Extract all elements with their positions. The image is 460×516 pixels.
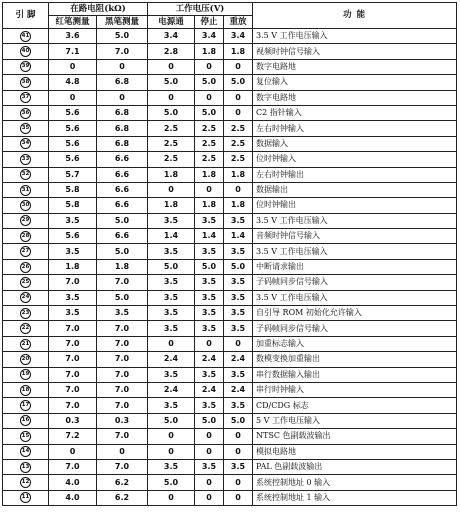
table-row [3, 182, 457, 197]
table-row [3, 90, 457, 105]
pin-number-badge: 37 [20, 92, 31, 103]
cell-play: 1.8 [224, 44, 253, 59]
cell-red-probe: 5.6 [49, 105, 97, 120]
cell-power-on: 5.0 [148, 413, 195, 428]
cell-function: 位时钟输入 [253, 152, 457, 167]
pin-number-badge: 40 [20, 46, 31, 57]
cell-pin [3, 321, 49, 336]
cell-stop: 5.0 [195, 413, 224, 428]
cell-stop: 1.8 [195, 167, 224, 182]
cell-power-on: 3.5 [148, 306, 195, 321]
cell-power-on: 2.5 [148, 152, 195, 167]
cell-stop: 0 [195, 59, 224, 74]
pin-number-badge: 30 [20, 200, 31, 211]
header-black-probe: 黑笔测量 [97, 16, 148, 29]
cell-play: 3.5 [224, 306, 253, 321]
cell-stop: 2.4 [195, 382, 224, 397]
pin-number-badge: 36 [20, 108, 31, 119]
cell-pin [3, 475, 49, 490]
cell-stop: 0 [195, 336, 224, 351]
cell-red-probe: 0.3 [49, 413, 97, 428]
cell-stop: 3.5 [195, 244, 224, 259]
cell-function: 左右时钟输出 [253, 167, 457, 182]
cell-stop: 0 [195, 444, 224, 459]
cell-power-on: 1.4 [148, 229, 195, 244]
cell-black-probe: 7.0 [97, 459, 148, 474]
table-row [3, 413, 457, 428]
cell-pin [3, 490, 49, 505]
cell-red-probe: 3.5 [49, 306, 97, 321]
cell-black-probe: 7.0 [97, 352, 148, 367]
cell-pin [3, 182, 49, 197]
cell-stop: 5.0 [195, 105, 224, 120]
header-stop: 停止 [195, 16, 224, 29]
cell-black-probe: 5.0 [97, 213, 148, 228]
header-pin: 引 脚 [3, 3, 49, 29]
cell-function: PAL 色副载波输出 [253, 459, 457, 474]
header-power-on: 电源通 [148, 16, 195, 29]
table-row [3, 306, 457, 321]
cell-stop: 0 [195, 182, 224, 197]
pin-number-badge: 19 [20, 369, 31, 380]
cell-stop: 5.0 [195, 259, 224, 274]
cell-stop: 3.5 [195, 367, 224, 382]
cell-red-probe: 3.6 [49, 29, 97, 44]
cell-play: 3.5 [224, 244, 253, 259]
cell-function: 数据输出 [253, 182, 457, 197]
cell-function: 3.5 V 工作电压输入 [253, 244, 457, 259]
table-row [3, 167, 457, 182]
cell-black-probe: 7.0 [97, 367, 148, 382]
header-voltage-group: 工作电压(V) [148, 3, 253, 16]
pin-number-badge: 28 [20, 231, 31, 242]
cell-red-probe: 0 [49, 444, 97, 459]
cell-function: 数据输入 [253, 136, 457, 151]
cell-function: 中断请求输出 [253, 259, 457, 274]
table-row [3, 321, 457, 336]
cell-black-probe: 6.6 [97, 152, 148, 167]
cell-function: 视频时钟信号输入 [253, 44, 457, 59]
cell-function: 5 V 工作电压输入 [253, 413, 457, 428]
cell-power-on: 2.5 [148, 136, 195, 151]
cell-stop: 3.5 [195, 213, 224, 228]
cell-power-on: 0 [148, 336, 195, 351]
pin-number-badge: 23 [20, 308, 31, 319]
cell-power-on: 1.8 [148, 198, 195, 213]
pin-number-badge: 29 [20, 215, 31, 226]
cell-red-probe: 7.0 [49, 367, 97, 382]
cell-stop: 3.5 [195, 321, 224, 336]
cell-red-probe: 7.1 [49, 44, 97, 59]
cell-black-probe: 6.2 [97, 475, 148, 490]
cell-play: 2.5 [224, 121, 253, 136]
cell-function: 3.5 V 工作电压输入 [253, 29, 457, 44]
cell-black-probe: 7.0 [97, 321, 148, 336]
cell-stop: 2.4 [195, 352, 224, 367]
cell-red-probe: 4.0 [49, 490, 97, 505]
table-row [3, 459, 457, 474]
pin-number-badge: 25 [20, 277, 31, 288]
cell-red-probe: 7.0 [49, 382, 97, 397]
cell-pin [3, 75, 49, 90]
pin-number-badge: 22 [20, 323, 31, 334]
table-row [3, 259, 457, 274]
cell-play: 3.5 [224, 275, 253, 290]
pin-number-badge: 18 [20, 385, 31, 396]
pin-number-badge: 20 [20, 354, 31, 365]
cell-function: 子码帧同步信号输入 [253, 321, 457, 336]
cell-black-probe: 7.0 [97, 429, 148, 444]
cell-play: 0 [224, 490, 253, 505]
cell-power-on: 3.5 [148, 398, 195, 413]
cell-pin [3, 459, 49, 474]
cell-pin [3, 290, 49, 305]
cell-red-probe: 7.0 [49, 459, 97, 474]
cell-power-on: 5.0 [148, 259, 195, 274]
cell-pin [3, 213, 49, 228]
pin-number-badge: 12 [20, 477, 31, 488]
cell-red-probe: 7.0 [49, 336, 97, 351]
cell-function: 子码帧同步信号输入 [253, 275, 457, 290]
cell-black-probe: 6.8 [97, 121, 148, 136]
cell-play: 3.4 [224, 29, 253, 44]
cell-pin [3, 306, 49, 321]
cell-play: 3.5 [224, 367, 253, 382]
cell-function: 复位输入 [253, 75, 457, 90]
table-row [3, 352, 457, 367]
cell-stop: 0 [195, 490, 224, 505]
pin-voltage-table [2, 2, 457, 506]
cell-black-probe: 7.0 [97, 336, 148, 351]
cell-black-probe: 0 [97, 59, 148, 74]
pin-number-badge: 27 [20, 246, 31, 257]
cell-play: 2.5 [224, 152, 253, 167]
cell-power-on: 3.5 [148, 290, 195, 305]
cell-stop: 3.5 [195, 398, 224, 413]
cell-stop: 0 [195, 429, 224, 444]
cell-play: 3.5 [224, 290, 253, 305]
table-row [3, 382, 457, 397]
cell-function: CD/CDG 标志 [253, 398, 457, 413]
cell-power-on: 2.4 [148, 382, 195, 397]
header-resistance-group: 在路电阻(kΩ) [49, 3, 148, 16]
cell-black-probe: 0.3 [97, 413, 148, 428]
cell-stop: 1.4 [195, 229, 224, 244]
cell-play: 5.0 [224, 75, 253, 90]
cell-power-on: 0 [148, 90, 195, 105]
cell-function: 数字电路地 [253, 59, 457, 74]
cell-pin [3, 121, 49, 136]
table-row [3, 75, 457, 90]
cell-pin [3, 244, 49, 259]
cell-black-probe: 5.0 [97, 29, 148, 44]
cell-play: 0 [224, 182, 253, 197]
table-row [3, 213, 457, 228]
cell-black-probe: 6.8 [97, 136, 148, 151]
cell-power-on: 5.0 [148, 105, 195, 120]
cell-function: 系统控制地址 1 输入 [253, 490, 457, 505]
pin-number-badge: 31 [20, 185, 31, 196]
cell-stop: 3.4 [195, 29, 224, 44]
cell-function: 模拟电路地 [253, 444, 457, 459]
cell-red-probe: 5.8 [49, 198, 97, 213]
pin-number-badge: 32 [20, 169, 31, 180]
cell-function: 串行时钟输入 [253, 382, 457, 397]
pin-number-badge: 11 [20, 492, 31, 503]
cell-red-probe: 5.6 [49, 136, 97, 151]
pin-number-badge: 39 [20, 61, 31, 72]
cell-pin [3, 275, 49, 290]
cell-function: 数字电路地 [253, 90, 457, 105]
cell-function: 3.5 V 工作电压输入 [253, 213, 457, 228]
pin-number-badge: 14 [20, 446, 31, 457]
cell-function: 串行数据输入输出 [253, 367, 457, 382]
cell-black-probe: 6.8 [97, 105, 148, 120]
cell-play: 3.5 [224, 321, 253, 336]
table-body [3, 29, 457, 506]
cell-red-probe: 7.0 [49, 321, 97, 336]
cell-stop: 0 [195, 90, 224, 105]
cell-red-probe: 0 [49, 90, 97, 105]
table-row [3, 490, 457, 505]
cell-power-on: 0 [148, 429, 195, 444]
cell-power-on: 3.5 [148, 459, 195, 474]
cell-stop: 1.8 [195, 198, 224, 213]
cell-power-on: 1.8 [148, 167, 195, 182]
header-function: 功 能 [253, 3, 457, 29]
cell-red-probe: 7.0 [49, 352, 97, 367]
header-red-probe: 红笔测量 [49, 16, 97, 29]
cell-red-probe: 7.0 [49, 275, 97, 290]
cell-black-probe: 6.8 [97, 75, 148, 90]
cell-red-probe: 3.5 [49, 290, 97, 305]
cell-pin [3, 336, 49, 351]
cell-play: 0 [224, 475, 253, 490]
cell-pin [3, 59, 49, 74]
table-row [3, 444, 457, 459]
cell-power-on: 0 [148, 59, 195, 74]
table-row [3, 244, 457, 259]
cell-power-on: 0 [148, 182, 195, 197]
table-row [3, 229, 457, 244]
cell-power-on: 3.5 [148, 367, 195, 382]
cell-red-probe: 5.6 [49, 152, 97, 167]
table-row [3, 290, 457, 305]
cell-red-probe: 3.5 [49, 213, 97, 228]
cell-power-on: 3.4 [148, 29, 195, 44]
table-row [3, 121, 457, 136]
cell-power-on: 0 [148, 490, 195, 505]
cell-stop: 3.5 [195, 275, 224, 290]
cell-play: 1.4 [224, 229, 253, 244]
cell-black-probe: 5.0 [97, 244, 148, 259]
table-row [3, 152, 457, 167]
cell-pin [3, 259, 49, 274]
cell-red-probe: 7.0 [49, 398, 97, 413]
cell-stop: 3.5 [195, 459, 224, 474]
cell-pin [3, 29, 49, 44]
cell-black-probe: 7.0 [97, 398, 148, 413]
cell-play: 1.8 [224, 167, 253, 182]
table-row [3, 105, 457, 120]
cell-stop: 5.0 [195, 75, 224, 90]
cell-power-on: 3.5 [148, 213, 195, 228]
cell-black-probe: 6.6 [97, 198, 148, 213]
cell-play: 0 [224, 336, 253, 351]
cell-play: 0 [224, 444, 253, 459]
cell-pin [3, 167, 49, 182]
pin-number-badge: 34 [20, 138, 31, 149]
table-row [3, 275, 457, 290]
cell-stop: 2.5 [195, 136, 224, 151]
cell-stop: 2.5 [195, 152, 224, 167]
cell-stop: 3.5 [195, 290, 224, 305]
cell-power-on: 2.8 [148, 44, 195, 59]
cell-pin [3, 429, 49, 444]
cell-red-probe: 3.5 [49, 244, 97, 259]
cell-pin [3, 229, 49, 244]
cell-function: NTSC 色副载波输出 [253, 429, 457, 444]
cell-function: 位时钟输出 [253, 198, 457, 213]
cell-black-probe: 7.0 [97, 382, 148, 397]
pin-number-badge: 26 [20, 262, 31, 273]
cell-pin [3, 90, 49, 105]
cell-black-probe: 6.2 [97, 490, 148, 505]
cell-red-probe: 0 [49, 59, 97, 74]
cell-play: 1.8 [224, 198, 253, 213]
table-row [3, 136, 457, 151]
cell-play: 0 [224, 429, 253, 444]
cell-play: 5.0 [224, 413, 253, 428]
cell-red-probe: 5.8 [49, 182, 97, 197]
cell-black-probe: 0 [97, 90, 148, 105]
cell-play: 0 [224, 59, 253, 74]
cell-pin [3, 382, 49, 397]
cell-function: C2 指针输入 [253, 105, 457, 120]
pin-number-badge: 15 [20, 431, 31, 442]
cell-pin [3, 136, 49, 151]
cell-function: 加重标志输入 [253, 336, 457, 351]
cell-pin [3, 352, 49, 367]
cell-play: 2.4 [224, 352, 253, 367]
cell-red-probe: 5.6 [49, 229, 97, 244]
cell-power-on: 3.5 [148, 321, 195, 336]
cell-stop: 2.5 [195, 121, 224, 136]
cell-function: 3.5 V 工作电压输入 [253, 290, 457, 305]
pin-number-badge: 24 [20, 292, 31, 303]
cell-play: 3.5 [224, 459, 253, 474]
cell-black-probe: 0 [97, 444, 148, 459]
table-row [3, 475, 457, 490]
pin-number-badge: 33 [20, 154, 31, 165]
table-row [3, 44, 457, 59]
cell-power-on: 3.5 [148, 244, 195, 259]
cell-black-probe: 6.6 [97, 167, 148, 182]
pin-number-badge: 17 [20, 400, 31, 411]
cell-play: 0 [224, 90, 253, 105]
cell-stop: 1.8 [195, 44, 224, 59]
cell-power-on: 2.4 [148, 352, 195, 367]
pin-number-badge: 38 [20, 77, 31, 88]
table-row [3, 367, 457, 382]
cell-red-probe: 5.7 [49, 167, 97, 182]
table-row [3, 198, 457, 213]
cell-red-probe: 1.8 [49, 259, 97, 274]
cell-red-probe: 4.8 [49, 75, 97, 90]
cell-black-probe: 6.6 [97, 182, 148, 197]
pin-number-badge: 35 [20, 123, 31, 134]
pin-number-badge: 16 [20, 415, 31, 426]
cell-stop: 3.5 [195, 306, 224, 321]
cell-play: 3.5 [224, 398, 253, 413]
cell-black-probe: 7.0 [97, 275, 148, 290]
cell-function: 音频时钟信号输入 [253, 229, 457, 244]
header-play: 重放 [224, 16, 253, 29]
cell-play: 2.5 [224, 136, 253, 151]
table-row [3, 59, 457, 74]
cell-red-probe: 4.0 [49, 475, 97, 490]
cell-function: 系统控制地址 0 输入 [253, 475, 457, 490]
cell-function: 自引导 ROM 初始化允许输入 [253, 306, 457, 321]
pin-voltage-table-container [2, 2, 457, 506]
cell-black-probe: 1.8 [97, 259, 148, 274]
cell-black-probe: 6.6 [97, 229, 148, 244]
cell-power-on: 2.5 [148, 121, 195, 136]
cell-power-on: 3.5 [148, 275, 195, 290]
table-row [3, 336, 457, 351]
cell-power-on: 5.0 [148, 75, 195, 90]
cell-power-on: 5.0 [148, 475, 195, 490]
cell-black-probe: 5.0 [97, 290, 148, 305]
cell-pin [3, 152, 49, 167]
table-row [3, 29, 457, 44]
cell-pin [3, 444, 49, 459]
cell-play: 2.4 [224, 382, 253, 397]
cell-pin [3, 413, 49, 428]
cell-power-on: 0 [148, 444, 195, 459]
cell-play: 0 [224, 105, 253, 120]
cell-black-probe: 3.5 [97, 306, 148, 321]
pin-number-badge: 21 [20, 339, 31, 350]
cell-red-probe: 7.2 [49, 429, 97, 444]
cell-pin [3, 367, 49, 382]
cell-play: 5.0 [224, 259, 253, 274]
cell-function: 左右时钟输入 [253, 121, 457, 136]
cell-pin [3, 44, 49, 59]
pin-number-badge: 13 [20, 462, 31, 473]
cell-function: 数模变换加重输出 [253, 352, 457, 367]
cell-red-probe: 5.6 [49, 121, 97, 136]
cell-pin [3, 105, 49, 120]
cell-stop: 0 [195, 475, 224, 490]
table-row [3, 429, 457, 444]
table-row [3, 398, 457, 413]
cell-pin [3, 398, 49, 413]
cell-play: 3.5 [224, 213, 253, 228]
cell-black-probe: 7.0 [97, 44, 148, 59]
cell-pin [3, 198, 49, 213]
pin-number-badge: 41 [20, 31, 31, 42]
